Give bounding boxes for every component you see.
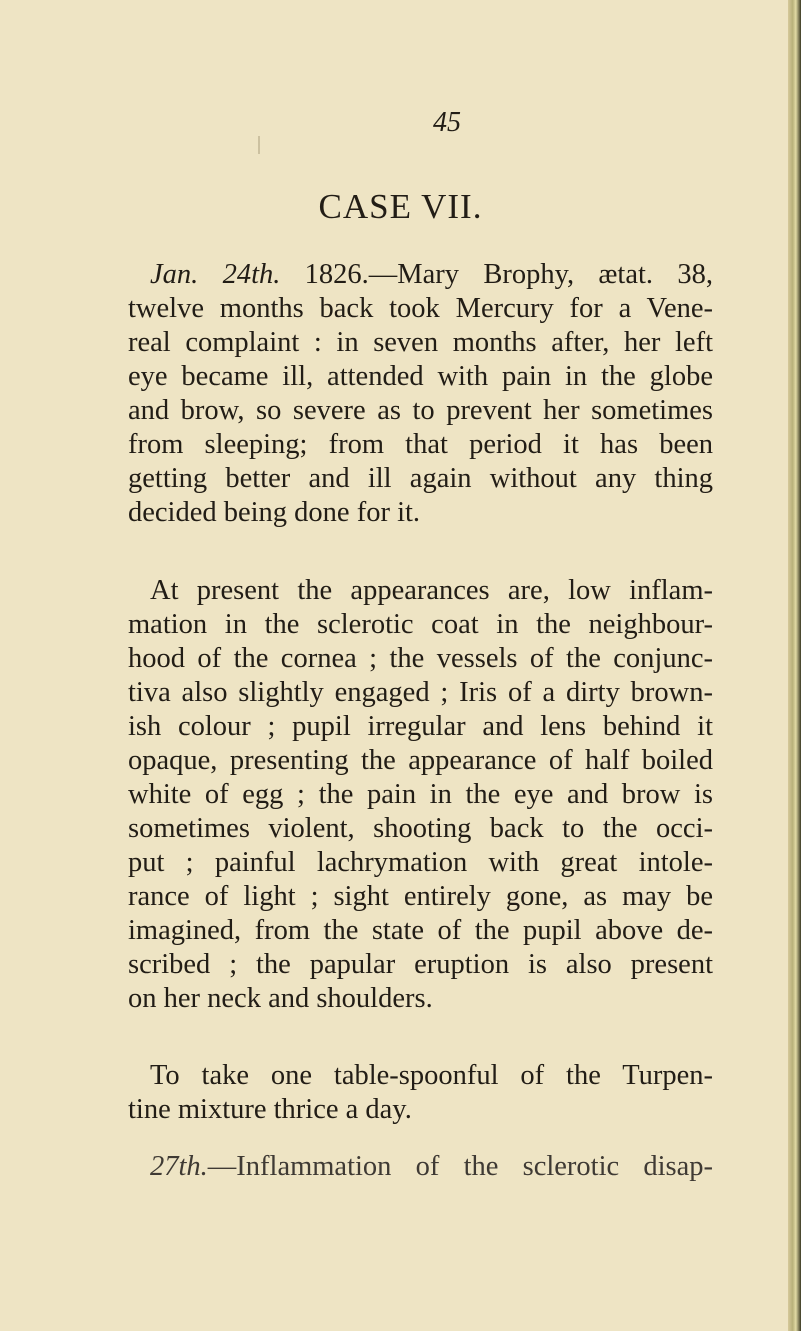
line-text: 1826.—Mary Brophy, ætat. 38, [280, 259, 713, 290]
text-line [128, 326, 713, 360]
line-text: from sleeping; from that period it has been [128, 429, 713, 460]
line-text: To take one table-spoonful of the Turpen- [150, 1060, 713, 1091]
text-line [128, 846, 713, 880]
text-line [128, 880, 713, 914]
text-line [128, 982, 713, 1016]
paper-speck [258, 136, 260, 154]
line-text: decided being done for it. [128, 497, 421, 528]
text-line [128, 462, 713, 496]
line-text: mation in the sclerotic coat in the neighbour- [128, 609, 713, 640]
line-text: opaque, presenting the appearance of half boiled [128, 745, 713, 776]
text-line [128, 360, 713, 394]
text-line [128, 394, 713, 428]
text-line [128, 778, 713, 812]
text-line [128, 496, 713, 530]
line-text: ish colour ; pupil irregular and lens behind it [128, 711, 713, 742]
line-text: tiva also slightly engaged ; Iris of a dirty brown- [128, 677, 713, 708]
line-text: on her neck and shoulders. [128, 983, 433, 1014]
line-text: twelve months back took Mercury for a Vene- [128, 293, 713, 324]
date-label: Jan. 24th. [150, 259, 281, 290]
text-line [128, 608, 713, 642]
text-line [150, 574, 713, 608]
line-text: At present the appearances are, low inflam- [150, 575, 713, 606]
line-text: white of egg ; the pain in the eye and brow is [128, 779, 713, 810]
date-label: 27th. [150, 1151, 208, 1182]
line-text: and brow, so severe as to prevent her sometimes [128, 395, 713, 426]
text-line [128, 292, 713, 326]
text-line [128, 812, 713, 846]
text-line [128, 710, 713, 744]
case-heading: CASE VII. [318, 187, 483, 226]
line-text: put ; painful lachrymation with great intole- [128, 847, 713, 878]
text-line [150, 1150, 713, 1184]
line-text: sometimes violent, shooting back to the occi- [128, 813, 713, 844]
line-text: real complaint : in seven months after, her left [128, 327, 713, 358]
text-line [128, 744, 713, 778]
text-line [128, 428, 713, 462]
text-line [150, 258, 713, 292]
text-line [128, 1093, 713, 1127]
line-text: rance of light ; sight entirely gone, as may be [128, 881, 713, 912]
page-number: 45 [433, 107, 461, 138]
line-text: —Inflammation of the sclerotic disap- [207, 1151, 713, 1182]
text-line [128, 914, 713, 948]
line-text: eye became ill, attended with pain in the globe [128, 361, 713, 392]
text-line [128, 642, 713, 676]
line-text: imagined, from the state of the pupil above de- [128, 915, 713, 946]
line-text: scribed ; the papular eruption is also present [128, 949, 713, 980]
line-text: getting better and ill again without any thing [128, 463, 713, 494]
text-line [128, 948, 713, 982]
line-text: tine mixture thrice a day. [128, 1094, 412, 1125]
text-line [128, 676, 713, 710]
line-text: hood of the cornea ; the vessels of the conjunc- [128, 643, 713, 674]
text-line [150, 1059, 713, 1093]
